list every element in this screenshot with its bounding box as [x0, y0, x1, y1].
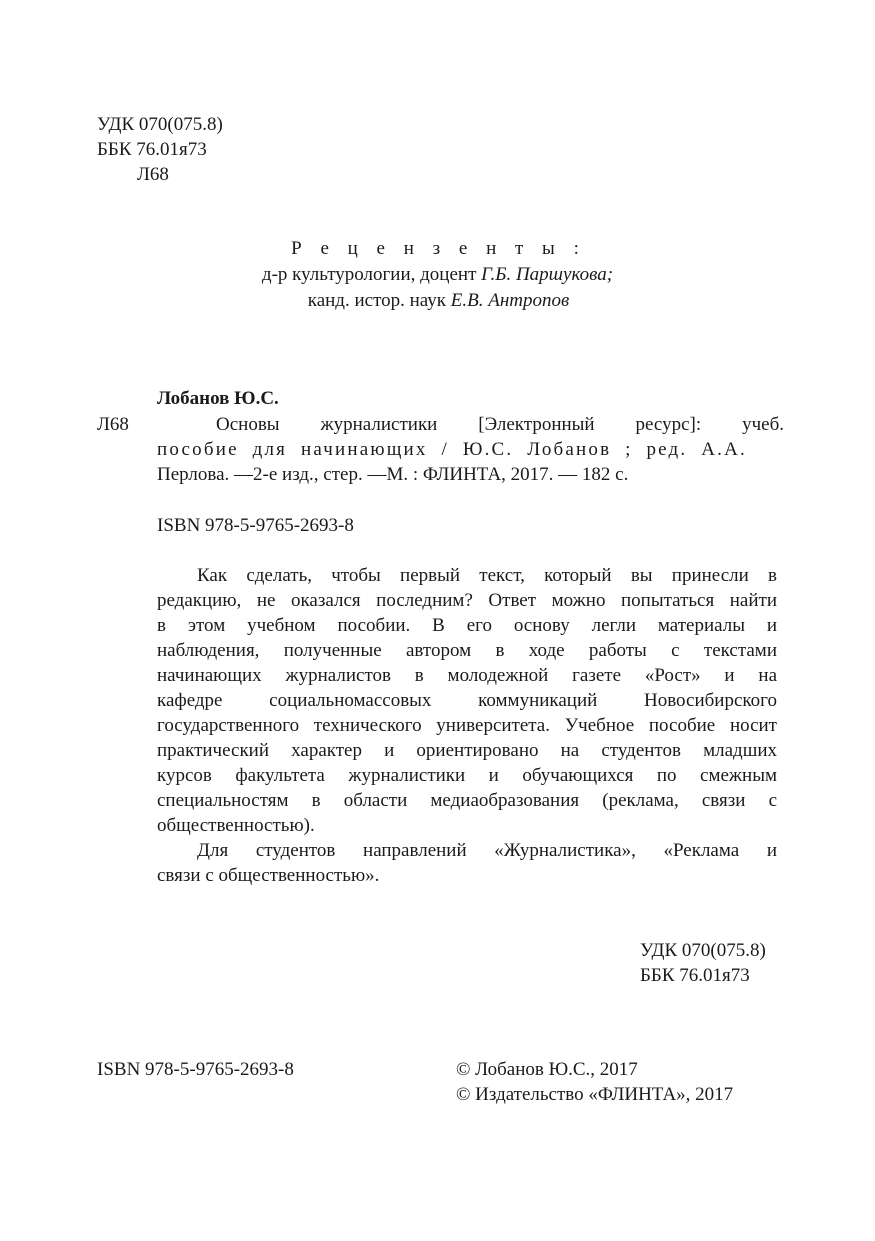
audience-line-2: связи с общественностью». [157, 865, 380, 886]
annotation-line-1: Как сделать, чтобы первый текст, который вы принесли в [197, 565, 777, 586]
bib-author: Лобанов Ю.С. [157, 388, 279, 409]
annotation-line-6: кафедре социальномассовых коммуникаций Новосибирского [157, 690, 777, 711]
author-mark-top: Л68 [137, 164, 169, 185]
annotation-line-11: общественностью). [157, 815, 315, 836]
udk-code-bottom: УДК 070(075.8) [640, 940, 766, 961]
bib-author-mark: Л68 [97, 414, 129, 435]
bib-line-3: Перлова. —2-е изд., стер. —М. : ФЛИНТА, 2017. — 182 с. [157, 464, 629, 485]
annotation-line-5: начинающих журналистов в молодежной газете «Рост» и на [157, 665, 777, 686]
reviewer-2-name: Е.В. Антропов [450, 290, 570, 311]
audience-line-1: Для студентов направлений «Журналистика», «Реклама и [197, 840, 777, 861]
annotation-line-7: государственного технического университета. Учебное пособие носит [157, 715, 777, 736]
isbn-footer: ISBN 978-5-9765-2693-8 [97, 1059, 294, 1080]
reviewer-1 [0, 262, 875, 287]
isbn-main: ISBN 978-5-9765-2693-8 [157, 515, 354, 536]
copyright-publisher: © Издательство «ФЛИНТА», 2017 [456, 1084, 734, 1105]
bib-line-1: Основы журналистики [Электронный ресурс]: учеб. [216, 414, 784, 435]
annotation-line-9: курсов факультета журналистики и обучающихся по смежным [157, 765, 777, 786]
annotation-line-3: в этом учебном пособии. В его основу легли материалы и [157, 615, 777, 636]
reviewer-2 [0, 288, 875, 313]
copyright-author: © Лобанов Ю.С., 2017 [456, 1059, 638, 1080]
annotation-line-10: специальностям в области медиаобразования (реклама, связи с [157, 790, 777, 811]
reviewer-2-title: канд. истор. наук [307, 290, 451, 311]
annotation-line-2: редакцию, не оказался последним? Ответ можно попытаться найти [157, 590, 777, 611]
bbk-code-bottom: ББК 76.01я73 [640, 965, 750, 986]
udk-code-top: УДК 070(075.8) [97, 114, 223, 135]
reviewer-1-title: д-р культурологии, доцент [261, 264, 482, 285]
reviewer-1-name: Г.Б. Паршукова; [481, 264, 614, 285]
annotation-line-4: наблюдения, полученные автором в ходе работы с текстами [157, 640, 777, 661]
reviewers-heading: Р е ц е н з е н т ы : [291, 238, 586, 259]
bib-line-2: пособие для начинающих / Ю.С. Лобанов ; ред. А.А. [157, 439, 747, 460]
reviewers-block [0, 236, 875, 313]
bbk-code-top: ББК 76.01я73 [97, 139, 207, 160]
annotation-line-8: практический характер и ориентировано на студентов младших [157, 740, 777, 761]
